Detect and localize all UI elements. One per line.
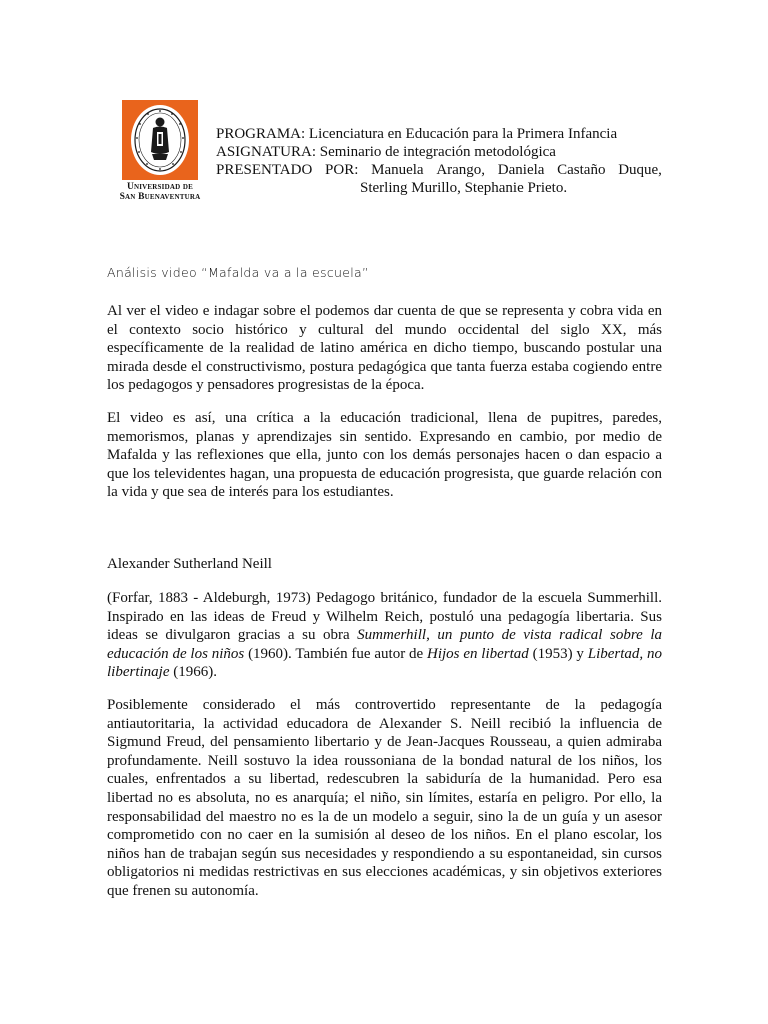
university-name-line-1: Universidad de xyxy=(126,182,194,192)
presentado-word: Castaño xyxy=(557,162,606,178)
presentado-word: POR: xyxy=(325,162,359,178)
paragraph-3 xyxy=(107,589,662,682)
p3-book-title-1: Summerhill, un punto de vista radical sobre la educación de los niños xyxy=(107,627,662,662)
presentado-word: Arango, xyxy=(436,162,486,178)
section-heading: Alexander Sutherland Neill xyxy=(107,556,272,572)
paragraph-1: Al ver el video e indagar sobre el podemos dar cuenta de que se representa y cobra vida en el contexto socio histórico y cultural del mundo occidental del siglo XX, más específicamente de la realidad de latino américa en dicho tiempo, buscando postular una mirada desde el constructivismo, postura pedagógica que tanta fuerza estaba cogiendo entre los pedagogos y pensadores progresistas de la época. xyxy=(107,303,662,394)
header-asignatura: ASIGNATURA: Seminario de integración metodológica xyxy=(216,144,556,160)
presentado-word: Duque, xyxy=(618,162,662,178)
document-header xyxy=(216,125,662,197)
presentado-word: Daniela xyxy=(497,162,545,178)
p3-text-3: (1953) y xyxy=(528,645,588,662)
p3-text-4: (1966). xyxy=(169,664,217,681)
presentado-word: Manuela xyxy=(371,162,424,178)
header-presentado-continued: Sterling Murillo, Stephanie Prieto. xyxy=(360,180,568,196)
p3-text-2: (1960). También fue autor de xyxy=(244,645,427,662)
presentado-word: PRESENTADO xyxy=(216,162,313,178)
document-title: Análisis video “Mafalda va a la escuela” xyxy=(107,265,369,280)
p3-book-title-3: Libertad, no libertinaje xyxy=(107,645,662,681)
header-presentado xyxy=(216,161,662,179)
university-name xyxy=(112,182,208,202)
university-name-line-2: San Buenaventura xyxy=(119,192,201,202)
p3-text-1: (Forfar, 1883 - Aldeburgh, 1973) Pedagogo británico, fundador de la escuela Summerhill. Inspirado en las ideas de Freud y Wilhelm Reich, postuló una pedagogía libertaria. Sus ideas se divulgaron gracias a su obra xyxy=(107,590,662,644)
p3-book-title-2: Hijos en libertad xyxy=(427,645,529,662)
university-logo xyxy=(112,100,208,202)
paragraph-2: El video es así, una crítica a la educación tradicional, llena de pupitres, paredes, memorismos, planas y aprendizajes sin sentido. Expresando en cambio, por medio de Mafalda y las reflexiones que ella, junto con los demás personajes hacen o dan espacio a que los televidentes hagan, una propuesta de educación progresista, que guarde relación con la vida y que sea de interés para los estudiantes. xyxy=(107,410,662,501)
paragraph-4: Posiblemente considerado el más controvertido representante de la pedagogía antiautoritaria, la actividad educadora de Alexander S. Neill recibió la influencia de Sigmund Freud, del pensamiento libertario y de Jean-Jacques Rousseau, a quien admiraba profundamente. Neill sostuvo la idea roussoniana de la bondad natural de los niños, los cuales, enfrentados a su libertad, redescubren la sabiduría de la humanidad. Pero esa libertad no es absoluta, no es anarquía; el niño, sin límites, estaría en peligro. Por ello, la responsabilidad del maestro no es la de un modelo a seguir, sino la de un guía y un asesor comprometido con no caer en la sumisión al deseo de los niños. En el plano escolar, los niños han de trabajan según sus necesidades y respondiendo a su espontaneidad, sin cursos obligatorios ni medidas restrictivas en sus elecciones académicas, y sin objetivos exteriores que frenen su autonomía. xyxy=(107,697,662,899)
header-programa: PROGRAMA: Licenciatura en Educación para la Primera Infancia xyxy=(216,126,618,142)
university-seal-icon xyxy=(122,100,198,180)
